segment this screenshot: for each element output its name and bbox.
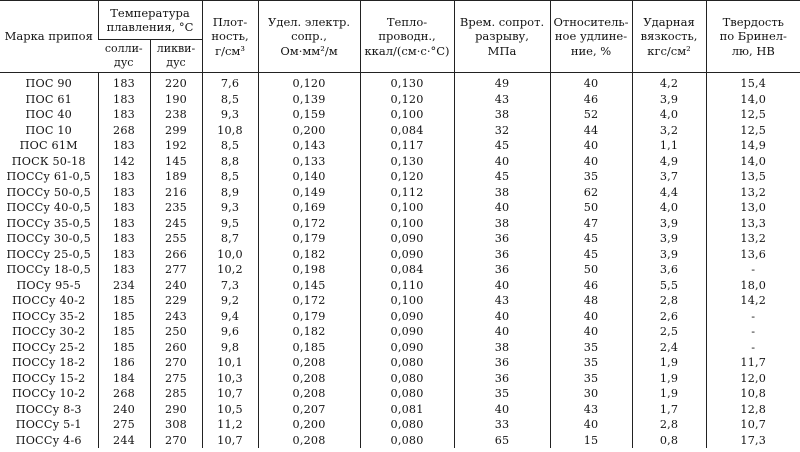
header-liquidus: [150, 40, 202, 73]
table-row: [0, 324, 800, 340]
cell-density: 10,7: [202, 386, 258, 402]
cell-elongation: 40: [550, 138, 632, 154]
cell-impact: 1,9: [632, 355, 706, 371]
cell-tensile: 38: [454, 185, 550, 201]
cell-tensile: 36: [454, 371, 550, 387]
cell-impact: 1,1: [632, 138, 706, 154]
cell-impact: 4,2: [632, 73, 706, 92]
cell-resistivity: 0,172: [258, 293, 360, 309]
cell-impact: 3,7: [632, 169, 706, 185]
cell-thermal: 0,080: [360, 386, 454, 402]
cell-resistivity: 0,145: [258, 278, 360, 294]
cell-brand: ПОССу 25-0,5: [6, 247, 91, 261]
cell-impact: 3,9: [632, 247, 706, 263]
cell-thermal: 0,080: [360, 433, 454, 449]
header-thermal-label: Тепло- проводн., ккал/(см·с·°С): [364, 15, 450, 58]
cell-liquidus: 243: [150, 309, 202, 325]
cell-solidus: 185: [98, 309, 150, 325]
cell-liquidus: 260: [150, 340, 202, 356]
cell-thermal: 0,084: [360, 123, 454, 139]
cell-brand: ПОССу 5-1: [15, 418, 82, 432]
cell-thermal: 0,130: [360, 154, 454, 170]
cell-solidus: 183: [98, 200, 150, 216]
cell-thermal: 0,100: [360, 293, 454, 309]
cell-hardness: 13,2: [706, 185, 800, 201]
cell-elongation: 50: [550, 200, 632, 216]
cell-tensile: 38: [454, 340, 550, 356]
table-row: [0, 169, 800, 185]
cell-hardness: 13,0: [706, 200, 800, 216]
cell-solidus: 183: [98, 92, 150, 108]
header-melt-temp: [98, 1, 202, 40]
cell-hardness: 12,0: [706, 371, 800, 387]
cell-thermal: 0,120: [360, 169, 454, 185]
cell-impact: 1,9: [632, 371, 706, 387]
cell-solidus: 184: [98, 371, 150, 387]
table-row: [0, 371, 800, 387]
cell-elongation: 52: [550, 107, 632, 123]
cell-solidus: 183: [98, 185, 150, 201]
cell-brand: ПОССу 40-0,5: [6, 201, 91, 215]
cell-density: 10,0: [202, 247, 258, 263]
cell-brand: ПОССу 40-2: [12, 294, 86, 308]
cell-impact: 5,5: [632, 278, 706, 294]
cell-resistivity: 0,208: [258, 371, 360, 387]
cell-solidus: 183: [98, 138, 150, 154]
cell-brand: ПОС 40: [25, 108, 72, 122]
cell-solidus: 268: [98, 123, 150, 139]
cell-impact: 2,5: [632, 324, 706, 340]
cell-impact: 3,6: [632, 262, 706, 278]
cell-brand: ПОССу 18-0,5: [6, 263, 91, 277]
cell-density: 8,5: [202, 138, 258, 154]
cell-solidus: 185: [98, 324, 150, 340]
cell-solidus: 183: [98, 247, 150, 263]
cell-thermal: 0,130: [360, 73, 454, 92]
cell-density: 10,2: [202, 262, 258, 278]
cell-resistivity: 0,169: [258, 200, 360, 216]
cell-brand: ПОССу 35-2: [12, 309, 86, 323]
cell-impact: 3,9: [632, 92, 706, 108]
header-density-label: Плот- ность, г/см³: [211, 15, 249, 58]
cell-thermal: 0,100: [360, 107, 454, 123]
cell-brand: ПОСК 50-18: [11, 154, 86, 168]
table-row: [0, 355, 800, 371]
cell-solidus: 234: [98, 278, 150, 294]
cell-solidus: 186: [98, 355, 150, 371]
cell-impact: 3,2: [632, 123, 706, 139]
cell-elongation: 35: [550, 169, 632, 185]
cell-tensile: 40: [454, 309, 550, 325]
table-row: [0, 154, 800, 170]
cell-tensile: 36: [454, 355, 550, 371]
cell-solidus: 275: [98, 417, 150, 433]
header-solidus-label: солли- дус: [104, 41, 143, 69]
cell-tensile: 38: [454, 216, 550, 232]
cell-thermal: 0,090: [360, 247, 454, 263]
cell-density: 10,7: [202, 433, 258, 449]
cell-impact: 0,8: [632, 433, 706, 449]
cell-density: 10,8: [202, 123, 258, 139]
cell-liquidus: 145: [150, 154, 202, 170]
table-body: [0, 73, 800, 449]
table-row: [0, 262, 800, 278]
cell-elongation: 43: [550, 402, 632, 418]
cell-elongation: 50: [550, 262, 632, 278]
cell-resistivity: 0,208: [258, 433, 360, 449]
cell-resistivity: 0,185: [258, 340, 360, 356]
cell-impact: 3,9: [632, 231, 706, 247]
cell-hardness: 13,5: [706, 169, 800, 185]
header-thermal: [360, 1, 454, 73]
header-tensile: [454, 1, 550, 73]
cell-density: 9,5: [202, 216, 258, 232]
table-row: [0, 402, 800, 418]
cell-liquidus: 245: [150, 216, 202, 232]
cell-density: 8,5: [202, 92, 258, 108]
cell-tensile: 38: [454, 107, 550, 123]
cell-liquidus: 290: [150, 402, 202, 418]
cell-elongation: 15: [550, 433, 632, 449]
cell-density: 9,3: [202, 200, 258, 216]
header-brand: [0, 1, 98, 73]
cell-impact: 4,4: [632, 185, 706, 201]
header-liquidus-label: ликви- дус: [156, 41, 196, 69]
cell-density: 10,5: [202, 402, 258, 418]
cell-impact: 2,6: [632, 309, 706, 325]
cell-brand: ПОССу 15-2: [12, 371, 86, 385]
cell-hardness: -: [706, 340, 800, 356]
cell-elongation: 47: [550, 216, 632, 232]
table-row: [0, 185, 800, 201]
cell-liquidus: 189: [150, 169, 202, 185]
cell-elongation: 40: [550, 324, 632, 340]
cell-brand: ПОС 90: [25, 77, 72, 91]
cell-density: 9,6: [202, 324, 258, 340]
cell-density: 9,4: [202, 309, 258, 325]
cell-tensile: 45: [454, 169, 550, 185]
table-row: [0, 340, 800, 356]
cell-density: 8,5: [202, 169, 258, 185]
cell-elongation: 45: [550, 231, 632, 247]
cell-impact: 2,4: [632, 340, 706, 356]
cell-liquidus: 192: [150, 138, 202, 154]
cell-elongation: 46: [550, 92, 632, 108]
cell-tensile: 65: [454, 433, 550, 449]
cell-elongation: 40: [550, 154, 632, 170]
cell-hardness: 17,3: [706, 433, 800, 449]
table-header: [0, 1, 800, 73]
table-row: [0, 123, 800, 139]
cell-hardness: 14,9: [706, 138, 800, 154]
cell-liquidus: 277: [150, 262, 202, 278]
cell-density: 8,9: [202, 185, 258, 201]
cell-impact: 3,9: [632, 216, 706, 232]
cell-density: 9,8: [202, 340, 258, 356]
cell-density: 11,2: [202, 417, 258, 433]
header-impact-label: Ударная вязкость, кгс/см²: [640, 15, 698, 58]
cell-tensile: 40: [454, 154, 550, 170]
cell-brand: ПОСу 95-5: [16, 278, 82, 292]
cell-brand: ПОССу 30-0,5: [6, 232, 91, 246]
header-elongation: [550, 1, 632, 73]
cell-thermal: 0,110: [360, 278, 454, 294]
table-row: [0, 433, 800, 449]
cell-brand: ПОССу 30-2: [12, 325, 86, 339]
header-elongation-label: Относитель- ное удлине- ние, %: [553, 15, 629, 58]
cell-hardness: 12,5: [706, 123, 800, 139]
cell-hardness: 10,8: [706, 386, 800, 402]
cell-elongation: 62: [550, 185, 632, 201]
cell-tensile: 43: [454, 293, 550, 309]
cell-resistivity: 0,179: [258, 231, 360, 247]
header-solidus: [98, 40, 150, 73]
cell-brand: ПОССу 25-2: [12, 340, 86, 354]
cell-density: 9,3: [202, 107, 258, 123]
cell-solidus: 268: [98, 386, 150, 402]
cell-brand: ПОС 61: [25, 92, 72, 106]
cell-tensile: 36: [454, 231, 550, 247]
cell-tensile: 40: [454, 402, 550, 418]
cell-liquidus: 229: [150, 293, 202, 309]
cell-thermal: 0,084: [360, 262, 454, 278]
cell-liquidus: 216: [150, 185, 202, 201]
cell-hardness: 14,2: [706, 293, 800, 309]
cell-resistivity: 0,208: [258, 386, 360, 402]
cell-impact: 4,0: [632, 200, 706, 216]
cell-solidus: 244: [98, 433, 150, 449]
cell-thermal: 0,112: [360, 185, 454, 201]
table-row: [0, 73, 800, 92]
cell-brand: ПОССу 61-0,5: [6, 170, 91, 184]
cell-impact: 4,0: [632, 107, 706, 123]
table-row: [0, 216, 800, 232]
cell-brand: ПОССу 10-2: [12, 387, 86, 401]
cell-brand: ПОССу 35-0,5: [6, 216, 91, 230]
table-row: [0, 200, 800, 216]
cell-brand: ПОССу 8-3: [15, 402, 82, 416]
cell-resistivity: 0,200: [258, 417, 360, 433]
cell-resistivity: 0,179: [258, 309, 360, 325]
cell-thermal: 0,080: [360, 371, 454, 387]
table-row: [0, 107, 800, 123]
cell-brand: ПОС 61М: [19, 139, 78, 153]
cell-elongation: 30: [550, 386, 632, 402]
table-row: [0, 278, 800, 294]
cell-tensile: 33: [454, 417, 550, 433]
cell-hardness: 18,0: [706, 278, 800, 294]
cell-density: 10,1: [202, 355, 258, 371]
cell-thermal: 0,080: [360, 355, 454, 371]
cell-solidus: 183: [98, 169, 150, 185]
cell-hardness: 12,5: [706, 107, 800, 123]
cell-liquidus: 240: [150, 278, 202, 294]
header-resistivity-label: Удел. электр. сопр., Ом·мм²/м: [268, 15, 350, 58]
cell-resistivity: 0,120: [258, 73, 360, 92]
cell-solidus: 183: [98, 216, 150, 232]
cell-brand: ПОССу 50-0,5: [6, 185, 91, 199]
cell-solidus: 183: [98, 231, 150, 247]
cell-hardness: 13,2: [706, 231, 800, 247]
cell-tensile: 32: [454, 123, 550, 139]
cell-density: 10,3: [202, 371, 258, 387]
cell-thermal: 0,100: [360, 216, 454, 232]
cell-hardness: -: [706, 262, 800, 278]
cell-thermal: 0,080: [360, 417, 454, 433]
table-row: [0, 247, 800, 263]
cell-elongation: 45: [550, 247, 632, 263]
cell-elongation: 35: [550, 371, 632, 387]
cell-resistivity: 0,182: [258, 324, 360, 340]
header-resistivity: [258, 1, 360, 73]
cell-solidus: 142: [98, 154, 150, 170]
cell-hardness: 14,0: [706, 92, 800, 108]
cell-liquidus: 238: [150, 107, 202, 123]
cell-density: 9,2: [202, 293, 258, 309]
header-hardness: [706, 1, 800, 73]
cell-elongation: 40: [550, 417, 632, 433]
cell-liquidus: 266: [150, 247, 202, 263]
cell-thermal: 0,081: [360, 402, 454, 418]
cell-elongation: 48: [550, 293, 632, 309]
cell-solidus: 183: [98, 73, 150, 92]
table-row: [0, 293, 800, 309]
cell-resistivity: 0,140: [258, 169, 360, 185]
cell-tensile: 40: [454, 278, 550, 294]
cell-liquidus: 190: [150, 92, 202, 108]
cell-hardness: 14,0: [706, 154, 800, 170]
cell-density: 7,3: [202, 278, 258, 294]
cell-tensile: 45: [454, 138, 550, 154]
header-impact: [632, 1, 706, 73]
header-density: [202, 1, 258, 73]
header-brand-label: Марка припоя: [4, 29, 93, 44]
cell-liquidus: 235: [150, 200, 202, 216]
cell-tensile: 40: [454, 324, 550, 340]
cell-elongation: 46: [550, 278, 632, 294]
cell-resistivity: 0,182: [258, 247, 360, 263]
cell-impact: 1,7: [632, 402, 706, 418]
cell-tensile: 36: [454, 247, 550, 263]
cell-thermal: 0,117: [360, 138, 454, 154]
cell-elongation: 35: [550, 355, 632, 371]
cell-liquidus: 250: [150, 324, 202, 340]
header-tensile-label: Врем. сопрот. разрыву, МПа: [459, 15, 545, 58]
cell-elongation: 44: [550, 123, 632, 139]
cell-elongation: 40: [550, 73, 632, 92]
cell-solidus: 240: [98, 402, 150, 418]
table-row: [0, 231, 800, 247]
cell-hardness: 10,7: [706, 417, 800, 433]
cell-solidus: 185: [98, 293, 150, 309]
cell-density: 8,7: [202, 231, 258, 247]
cell-tensile: 40: [454, 200, 550, 216]
cell-brand: ПОССу 18-2: [12, 356, 86, 370]
cell-hardness: -: [706, 309, 800, 325]
cell-resistivity: 0,207: [258, 402, 360, 418]
cell-hardness: 15,4: [706, 73, 800, 92]
table-row: [0, 386, 800, 402]
cell-tensile: 49: [454, 73, 550, 92]
cell-solidus: 183: [98, 262, 150, 278]
cell-hardness: 13,3: [706, 216, 800, 232]
cell-elongation: 35: [550, 340, 632, 356]
cell-impact: 2,8: [632, 417, 706, 433]
cell-brand: ПОССу 4-6: [15, 433, 82, 447]
table-row: [0, 138, 800, 154]
cell-density: 8,8: [202, 154, 258, 170]
cell-tensile: 43: [454, 92, 550, 108]
cell-resistivity: 0,159: [258, 107, 360, 123]
cell-liquidus: 270: [150, 433, 202, 449]
header-melt-temp-label: Температура плавления, °С: [106, 5, 194, 34]
cell-hardness: 13,6: [706, 247, 800, 263]
cell-liquidus: 270: [150, 355, 202, 371]
cell-resistivity: 0,172: [258, 216, 360, 232]
cell-impact: 4,9: [632, 154, 706, 170]
cell-resistivity: 0,208: [258, 355, 360, 371]
cell-thermal: 0,090: [360, 324, 454, 340]
header-hardness-label: Твердость по Бринел- лю, НВ: [719, 15, 787, 58]
cell-resistivity: 0,139: [258, 92, 360, 108]
cell-resistivity: 0,198: [258, 262, 360, 278]
cell-elongation: 40: [550, 309, 632, 325]
cell-impact: 1,9: [632, 386, 706, 402]
cell-tensile: 35: [454, 386, 550, 402]
cell-liquidus: 220: [150, 73, 202, 92]
cell-density: 7,6: [202, 73, 258, 92]
cell-solidus: 185: [98, 340, 150, 356]
table-row: [0, 309, 800, 325]
cell-resistivity: 0,143: [258, 138, 360, 154]
cell-resistivity: 0,149: [258, 185, 360, 201]
cell-liquidus: 255: [150, 231, 202, 247]
cell-liquidus: 275: [150, 371, 202, 387]
cell-hardness: 11,7: [706, 355, 800, 371]
table-row: [0, 417, 800, 433]
cell-solidus: 183: [98, 107, 150, 123]
cell-thermal: 0,120: [360, 92, 454, 108]
cell-impact: 2,8: [632, 293, 706, 309]
cell-tensile: 36: [454, 262, 550, 278]
cell-liquidus: 308: [150, 417, 202, 433]
cell-thermal: 0,090: [360, 340, 454, 356]
cell-brand: ПОС 10: [25, 123, 72, 137]
table-row: [0, 92, 800, 108]
cell-resistivity: 0,133: [258, 154, 360, 170]
cell-thermal: 0,100: [360, 200, 454, 216]
cell-liquidus: 299: [150, 123, 202, 139]
cell-thermal: 0,090: [360, 309, 454, 325]
cell-resistivity: 0,200: [258, 123, 360, 139]
cell-thermal: 0,090: [360, 231, 454, 247]
cell-hardness: -: [706, 324, 800, 340]
cell-hardness: 12,8: [706, 402, 800, 418]
cell-liquidus: 285: [150, 386, 202, 402]
